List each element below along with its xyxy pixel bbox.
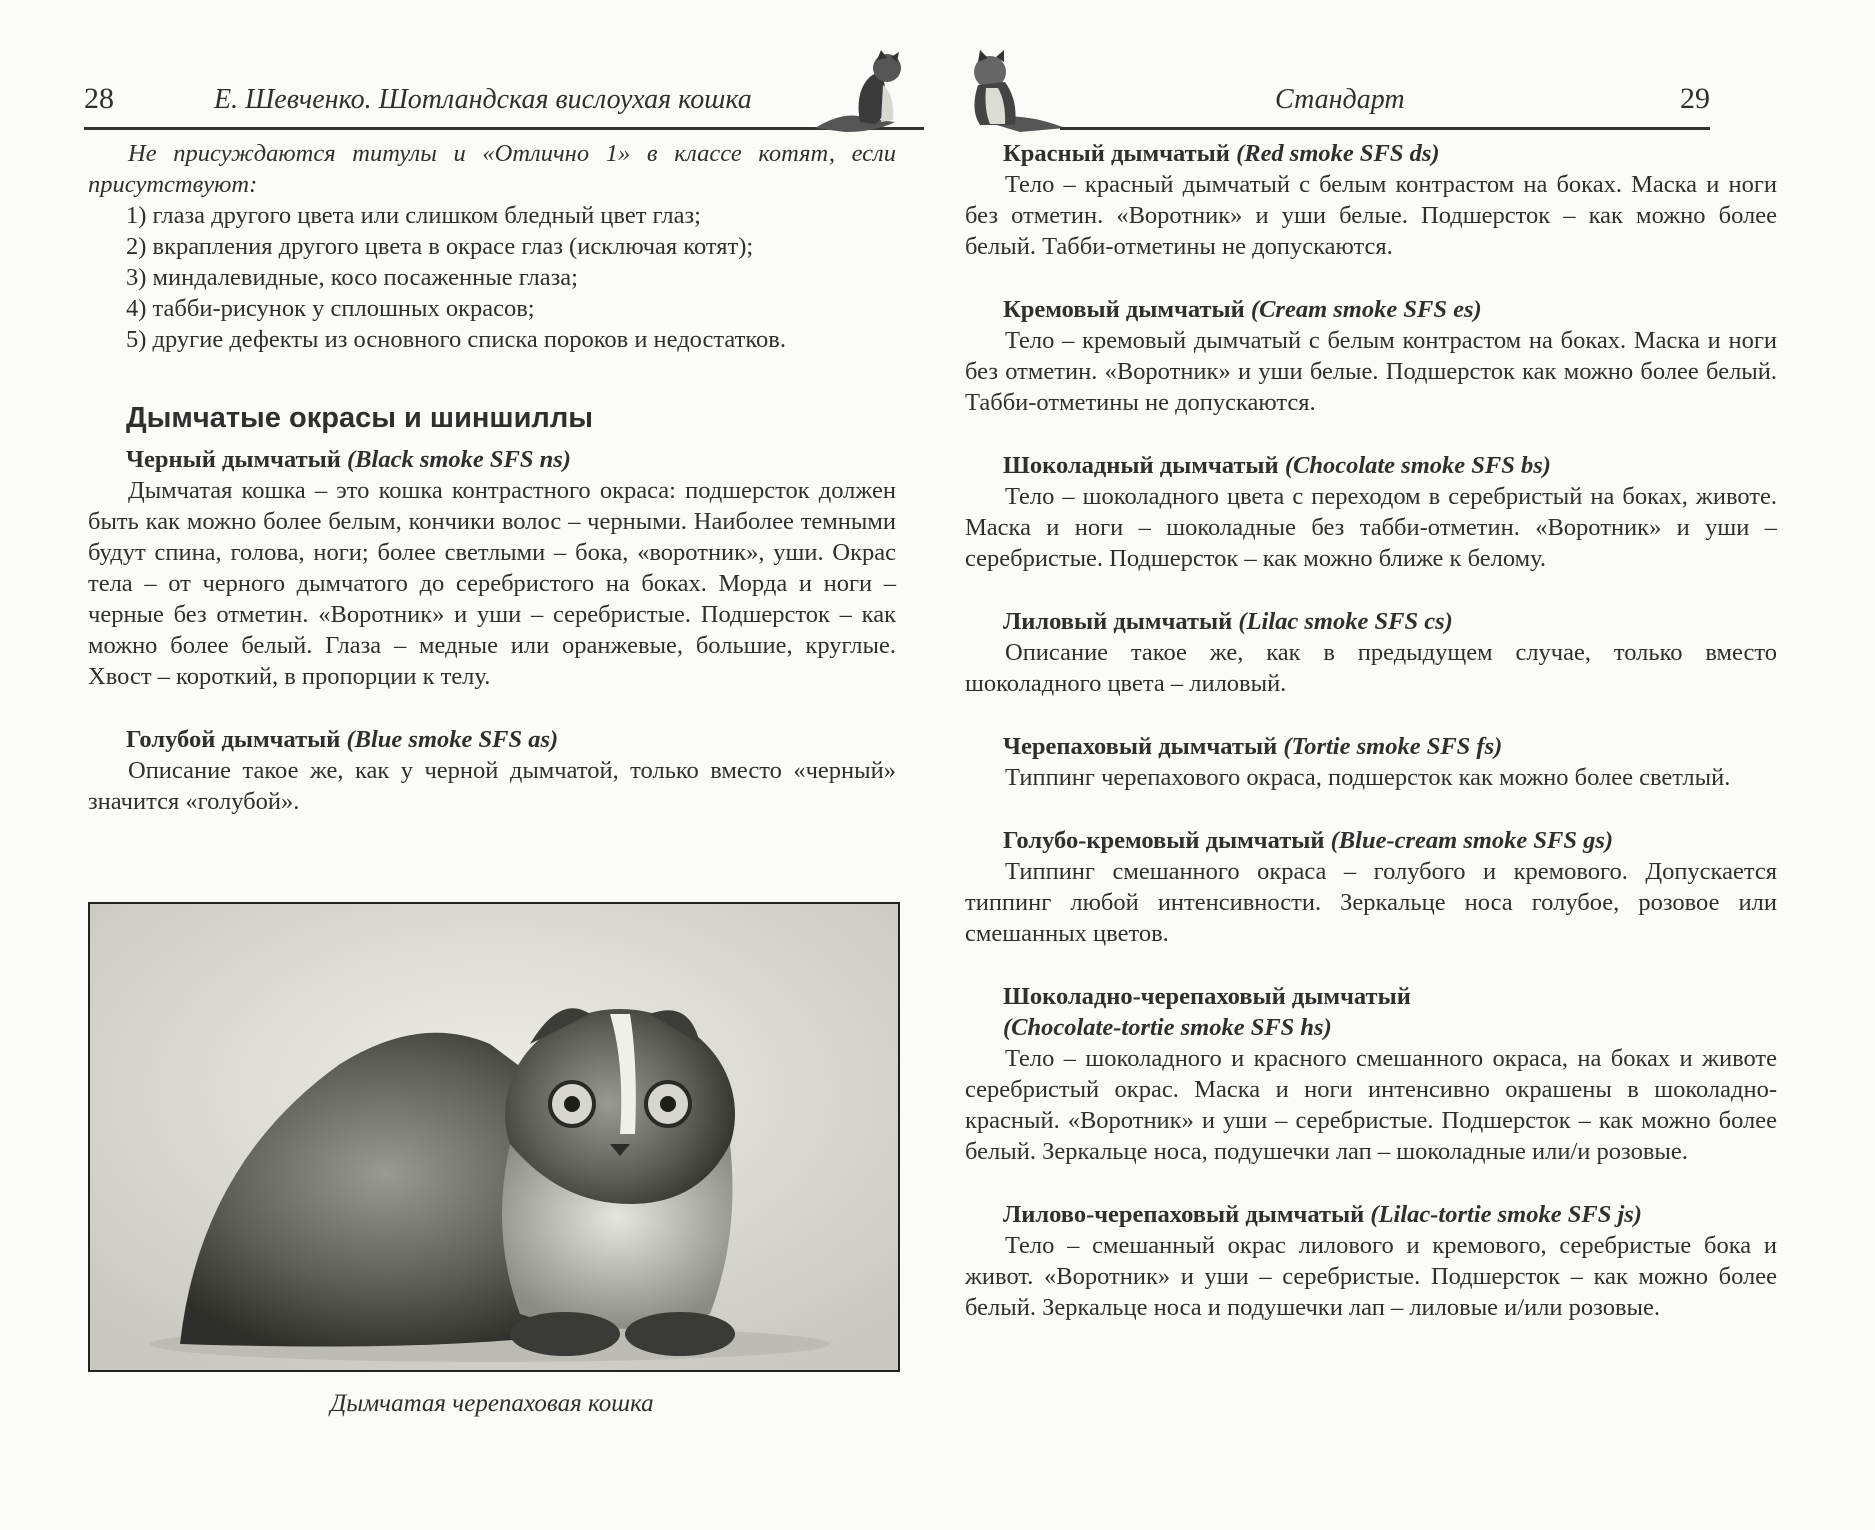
entry-text: Тело – красный дымчатый с белым контрастом на боках. Маска и ноги без отметин. «Воротник» и уши белые. Подшерсток – как можно более белый. Табби-отметины не допускаются. — [965, 171, 1777, 260]
page-number: 29 — [1680, 82, 1710, 115]
entry-text: Тело – смешанный окрас лилового и кремового, серебристые бока и живот. «Воротник» и уши – серебристые. Подшерсток – как можно более белый. Зеркальце носа и подушечки лап – лиловые и/или розовые. — [965, 1232, 1777, 1321]
list-item: 1) глаза другого цвета или слишком бледный цвет глаз; — [126, 202, 701, 229]
list-item: 2) вкрапления другого цвета в окрасе глаз (исключая котят); — [126, 233, 754, 260]
entry-heading: Лиловый дымчатый (Lilac smoke SFS cs) — [1003, 608, 1453, 635]
photo-caption: Дымчатая черепаховая кошка — [330, 1390, 654, 1417]
section-heading: Дымчатые окрасы и шиншиллы — [126, 402, 594, 434]
entry-heading: Лилово-черепаховый дымчатый (Lilac-tortie smoke SFS js) — [1003, 1201, 1642, 1228]
entry-heading: Голубо-кремовый дымчатый (Blue-cream smoke SFS gs) — [1003, 827, 1614, 854]
entry-text: Тело – шоколадного цвета с переходом в серебристый на боках, животе. Маска и ноги – шоколадные без табби-отметин. «Воротник» и уши – серебристые. Подшерсток – как можно ближе к белому. — [965, 483, 1777, 572]
entry-heading: Голубой дымчатый (Blue smoke SFS as) — [126, 726, 559, 753]
running-title: Е. Шевченко. Шотландская вислоухая кошка — [214, 84, 752, 115]
entry-text: Типпинг смешанного окраса – голубого и кремового. Допускается типпинг любой интенсивности. Зеркальце носа голубое, розовое или смешанных цветов. — [965, 858, 1777, 947]
entry-heading: Шоколадно-черепаховый дымчатый — [1003, 983, 1411, 1010]
list-item: 5) другие дефекты из основного списка пороков и недостатков. — [126, 326, 786, 353]
intro-paragraph: Не присуждаются титулы и «Отлично 1» в классе котят, если присутствуют: — [88, 140, 896, 198]
entry-text: Описание такое же, как у черной дымчатой, только вместо «черный» значится «голубой». — [88, 757, 896, 815]
entry-heading-code: (Chocolate-tortie smoke SFS hs) — [1003, 1014, 1332, 1041]
cat-photo — [88, 902, 900, 1372]
entry-text: Дымчатая кошка – это кошка контрастного окраса: подшерсток должен быть как можно более белым, кончики волос – черными. Наиболее темными будут спина, голова, ноги; более светлыми – бока, «воротник», уши. Окрас тела – от черного дымчатого до серебристого на боках. Морда и ноги – черные без отметин. «Воротник» и уши – серебристые. Подшерсток – как можно более белый. Глаза – медные или оранжевые, большие, круглые. Хвост – короткий, в пропорции к телу. — [88, 477, 896, 690]
header-rule — [84, 127, 924, 130]
page-number: 28 — [84, 82, 114, 115]
entry-heading: Красный дымчатый (Red smoke SFS ds) — [1003, 140, 1440, 167]
entry-text: Тело – шоколадного и красного смешанного окраса, на боках и животе серебристый окрас. Маска и ноги интенсивно окрашены в шоколадно-красный. «Воротник» и уши – серебристые. Подшерсток – как можно более белый. Зеркальце носа, подушечки лап – шоколадные или/и розовые. — [965, 1045, 1777, 1165]
entry-text: Тело – кремовый дымчатый с белым контрастом на боках. Маска и ноги без отметин. «Воротник» и уши белые. Подшерсток как можно более белый. Табби-отметины не допускаются. — [965, 327, 1777, 416]
entry-heading: Черепаховый дымчатый (Tortie smoke SFS fs) — [1003, 733, 1503, 760]
right-page-header — [1060, 60, 1710, 130]
left-page — [0, 0, 935, 1530]
entry-heading: Черный дымчатый (Black smoke SFS ns) — [126, 446, 571, 473]
cat-vignette-icon — [960, 40, 1070, 135]
left-page-header — [84, 60, 924, 130]
entry-text: Типпинг черепахового окраса, подшерсток как можно более светлый. — [1005, 764, 1731, 791]
entry-heading: Шоколадный дымчатый (Chocolate smoke SFS bs) — [1003, 452, 1551, 479]
running-title: Стандарт — [1275, 84, 1405, 115]
entry-heading: Кремовый дымчатый (Cream smoke SFS es) — [1003, 296, 1482, 323]
list-item: 3) миндалевидные, косо посаженные глаза; — [126, 264, 578, 291]
smoke-tortie-cat-illustration — [90, 904, 898, 1370]
list-item: 4) табби-рисунок у сплошных окрасов; — [126, 295, 535, 322]
entry-text: Описание такое же, как в предыдущем случае, только вместо шоколадного цвета – лиловый. — [965, 639, 1777, 697]
header-rule — [1060, 127, 1710, 130]
left-page-body — [88, 138, 896, 817]
right-page-body — [965, 138, 1777, 1323]
right-page — [940, 0, 1875, 1530]
cat-vignette-icon — [805, 40, 915, 135]
